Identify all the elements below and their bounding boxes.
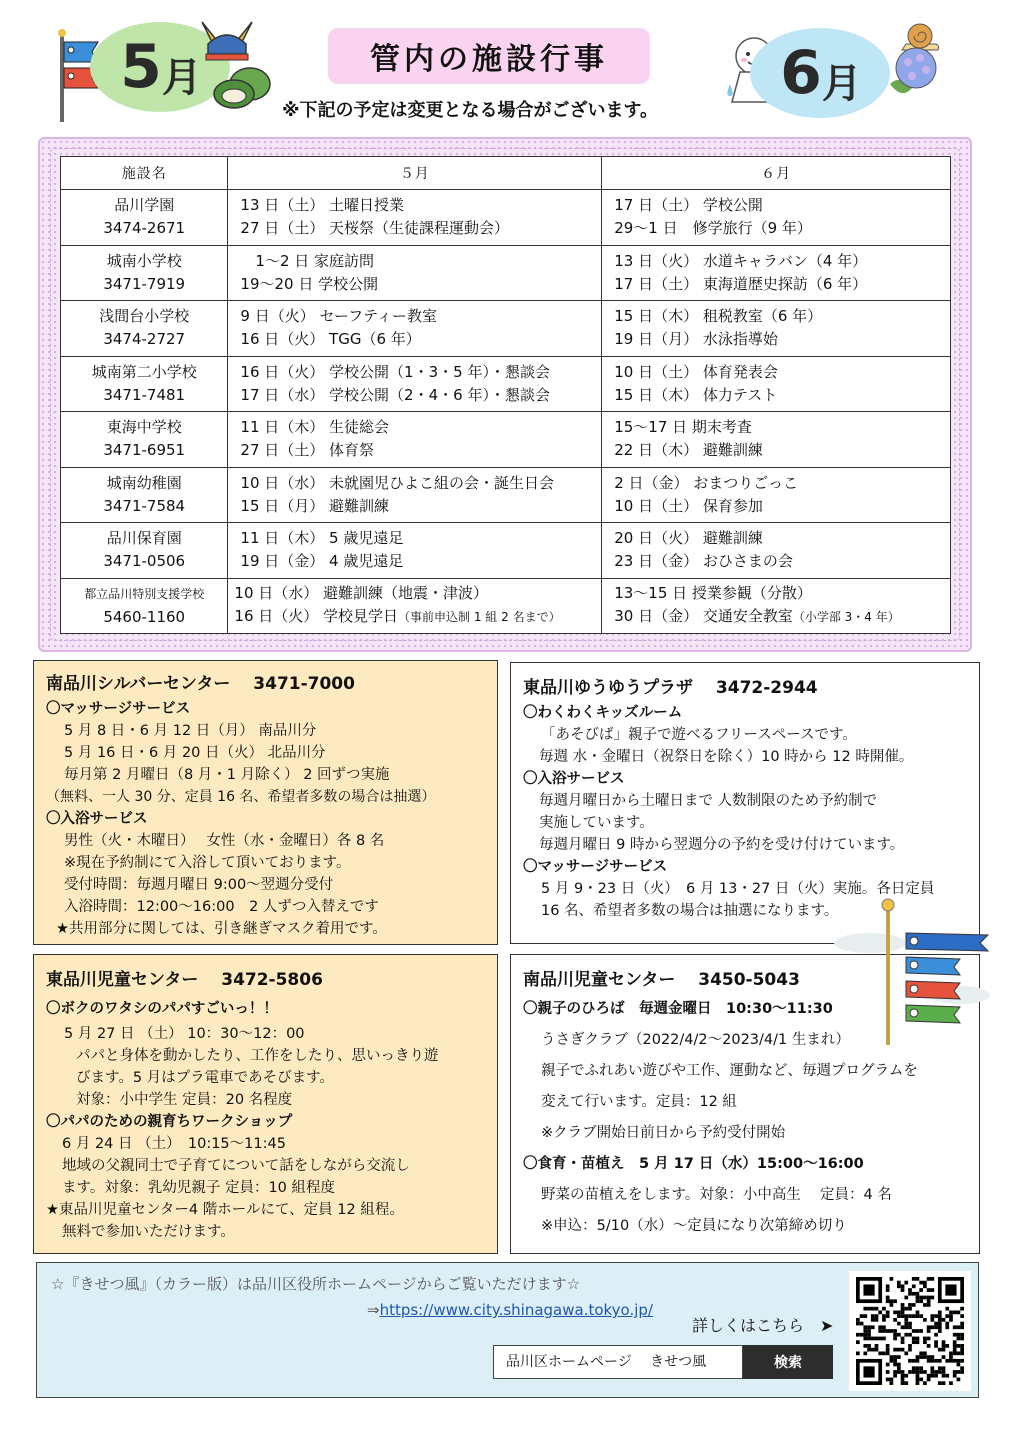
event: 9 日（火） セーフティー教室 (240, 307, 437, 326)
event-note: （事前申込制 1 組 2 名まで） (398, 610, 561, 625)
header-june: ６月 (602, 157, 951, 190)
june-events (602, 467, 951, 523)
section-heading: 〇わくわくキッズルーム (523, 705, 683, 721)
event: 27 日（土） 天桜祭（生徒課程運動会） (240, 219, 510, 238)
event: 19 日（金） 4 歳児遠足 (240, 552, 404, 571)
may-events (228, 356, 602, 412)
info-line: 地域の父親同士で子育てについて話をしながら交流し (62, 1158, 410, 1174)
june-events (602, 578, 951, 634)
section-heading: 〇パパのための親育ちワークショップ (46, 1114, 293, 1130)
info-line: 毎週 水・金曜日（祝祭日を除く）10 時から 12 時開催。 (539, 749, 914, 765)
june-badge (750, 28, 890, 118)
facility-phone: 3471-7584 (103, 496, 186, 515)
event: 10 日（土） 保育参加 (614, 496, 763, 515)
hydrangea-icon (886, 44, 946, 106)
info-line: パパと身体を動かしたり、工作をしたり、思いっきり遊 (76, 1048, 439, 1064)
kashiwa-mochi-icon (212, 62, 272, 110)
header (0, 0, 1010, 130)
arrow-icon: ⇒ (367, 1301, 380, 1319)
more-info-label: 詳しくはこちら ➤ (692, 1316, 834, 1335)
info-line: びます。5 月はプラ電車であそびます。 (76, 1070, 335, 1086)
june-events (602, 412, 951, 468)
change-notice: ※下記の予定は変更となる場合がございます。 (282, 100, 659, 121)
section-heading: 〇マッサージサービス (523, 859, 668, 875)
info-line: 親子でふれあい遊びや工作、運動など、毎週プログラムを (541, 1063, 918, 1079)
event: 29～1 日 修学旅行（9 年） (614, 219, 812, 238)
june-events (602, 301, 951, 357)
event: 11 日（木） 生徒総会 (240, 418, 390, 437)
box-title: 南品川シルバーセンター 3471-7000 (46, 674, 355, 694)
section-heading: 〇入浴サービス (523, 771, 625, 787)
june-events (602, 245, 951, 301)
info-line: 5 月 27 日 （土） 10：30～12：00 (64, 1026, 305, 1042)
header-facility: 施設名 (61, 157, 228, 190)
facility-name: 東海中学校 (106, 418, 182, 437)
page-title: 管内の施設行事 (328, 28, 650, 84)
facility-cell (61, 301, 228, 357)
box-title: 東品川ゆうゆうプラザ 3472-2944 (523, 678, 818, 698)
facility-name: 城南第二小学校 (91, 362, 197, 381)
facility-cell (61, 190, 228, 246)
box-title: 東品川児童センター 3472-5806 (46, 970, 323, 990)
table-header-row (61, 157, 951, 190)
event: 17 日（土） 東海道歴史探訪（6 年） (614, 274, 868, 293)
info-line: うさぎクラブ（2022/4/2～2023/4/1 生まれ） (541, 1032, 850, 1048)
info-line: （無料、一人 30 分、定員 16 名、希望者多数の場合は抽選） (46, 789, 436, 805)
facility-phone: 3471-0506 (103, 552, 186, 571)
footer (36, 1262, 979, 1398)
info-line: 5 月 9・23 日（火） 6 月 13・27 日（火）実施。各日定員 (541, 881, 935, 897)
info-line: ※申込：5/10（水）～定員になり次第締め切り (541, 1218, 847, 1234)
facility-phone: 3474-2671 (103, 219, 186, 238)
event: 23 日（金） おひさまの会 (614, 552, 793, 571)
homepage-link[interactable]: https://www.city.shinagawa.tokyo.jp/ (379, 1301, 653, 1319)
facility-name: 品川保育園 (106, 529, 182, 548)
june-number: 6 (780, 38, 820, 108)
facility-name: 城南小学校 (106, 251, 182, 270)
kabuto-icon (196, 14, 258, 64)
info-line: 毎月第 2 月曜日（8 月・1 月除く） 2 回ずつ実施 (64, 767, 390, 783)
footer-notice: ☆『きせつ風』（カラー版）は品川区役所ホームページからご覧いただけます☆ (51, 1275, 581, 1293)
facility-phone: 3474-2727 (103, 330, 186, 349)
qr-code-icon[interactable] (849, 1271, 971, 1391)
info-line: 16 名、希望者多数の場合は抽選になります。 (541, 903, 839, 919)
event: 13 日（火） 水道キャラバン（4 年） (614, 251, 868, 270)
facility-name: 都立品川特別支援学校 (84, 586, 205, 601)
section-heading: 〇入浴サービス (46, 811, 148, 827)
info-line: ★東品川児童センター4 階ホールにて、定員 12 組程。 (46, 1202, 404, 1218)
event: 10 日（土） 体育発表会 (614, 362, 778, 381)
event: 17 日（水） 学校公開（2・4・6 年）・懇談会 (240, 385, 550, 404)
table-row (61, 356, 951, 412)
table-row (61, 467, 951, 523)
event: 27 日（土） 体育祭 (240, 441, 375, 460)
facility-cell (61, 356, 228, 412)
info-line: 5 月 16 日・6 月 20 日（火） 北品川分 (64, 745, 326, 761)
event: 16 日（火） 学校見学日 (234, 607, 399, 626)
info-line: ます。対象：乳幼児親子 定員：10 組程度 (62, 1180, 336, 1196)
info-line: 変えて行います。定員：12 組 (541, 1094, 737, 1110)
table-row (61, 245, 951, 301)
info-line: 野菜の苗植えをします。対象：小中高生 定員：4 名 (541, 1187, 892, 1203)
event: 16 日（火） TGG（6 年） (240, 330, 421, 349)
may-unit: 月 (161, 54, 200, 101)
june-events (602, 190, 951, 246)
event: 15 日（月） 避難訓練 (240, 496, 390, 515)
june-events (602, 356, 951, 412)
info-line: 5 月 8 日・6 月 12 日（月） 南品川分 (64, 723, 317, 739)
event: 13 日（土） 土曜日授業 (240, 196, 405, 215)
search-box (493, 1345, 833, 1379)
box-title: 南品川児童センター 3450-5043 (523, 970, 800, 990)
section-heading: 〇食育・苗植え 5 月 17 日（水）15:00～16:00 (523, 1156, 864, 1172)
event-note: （小学部 3・4 年） (792, 610, 900, 625)
section-heading: 〇マッサージサービス (46, 701, 191, 717)
event: 15～17 日 期末考査 (614, 418, 752, 437)
search-input[interactable]: 品川区ホームページ きせつ風 (493, 1345, 743, 1379)
koinobori-icon (830, 895, 992, 1045)
may-events (228, 412, 602, 468)
may-number: 5 (120, 32, 160, 102)
facility-phone: 5460-1160 (103, 607, 186, 626)
table-row (61, 301, 951, 357)
table-row (61, 578, 951, 634)
info-line: ※現在予約制にて入浴して頂いております。 (64, 855, 351, 871)
event: 19 日（月） 水泳指導始 (614, 330, 778, 349)
info-line: 受付時間：毎週月曜日 9:00～翌週分受付 (64, 877, 334, 893)
search-button[interactable]: 検索 (743, 1345, 833, 1379)
facility-phone: 3471-7481 (103, 385, 186, 404)
info-line: 毎週月曜日から土曜日まで 人数制限のため予約制で (539, 793, 878, 809)
info-line: 「あそびば」親子で遊べるフリースペースです。 (541, 727, 857, 743)
info-line: 無料で参加いただけます。 (62, 1224, 235, 1240)
event: 16 日（火） 学校公開（1・3・5 年）・懇談会 (240, 362, 550, 381)
section-heading: 〇親子のひろば 毎週金曜日 10:30～11:30 (523, 1001, 833, 1017)
event: 15 日（木） 租税教室（6 年） (614, 307, 823, 326)
info-line: 毎週月曜日 9 時から翌週分の予約を受け付けています。 (539, 837, 905, 853)
info-line: 対象：小中学生 定員：20 名程度 (76, 1092, 293, 1108)
table-row (61, 412, 951, 468)
may-events (228, 578, 602, 634)
info-line: 実施しています。 (539, 815, 654, 831)
facility-name: 品川学園 (114, 196, 175, 215)
higashi-children-center-box (33, 954, 498, 1254)
event: 17 日（土） 学校公開 (614, 196, 763, 215)
footer-url-line (367, 1301, 653, 1319)
info-line: ★共用部分に関しては、引き継ぎマスク着用です。 (56, 921, 387, 937)
facility-cell (61, 523, 228, 579)
june-events (602, 523, 951, 579)
event: 13～15 日 授業参観（分散） (614, 584, 812, 603)
facility-name: 浅間台小学校 (99, 307, 190, 326)
may-events (228, 245, 602, 301)
june-unit: 月 (821, 60, 860, 107)
may-events (228, 190, 602, 246)
may-events (228, 523, 602, 579)
event: 22 日（木） 避難訓練 (614, 441, 763, 460)
event: 19～20 日 学校公開 (240, 274, 379, 293)
facility-phone: 3471-7919 (103, 274, 186, 293)
info-line: 6 月 24 日 （土） 10:15～11:45 (62, 1136, 286, 1152)
table-row (61, 523, 951, 579)
header-may: ５月 (228, 157, 602, 190)
info-line: ※クラブ開始日前日から予約受付開始 (541, 1125, 786, 1141)
event: 10 日（水） 未就園児ひよこ組の会・誕生日会 (240, 473, 555, 492)
event: 15 日（木） 体力テスト (614, 385, 778, 404)
facility-cell (61, 412, 228, 468)
facility-cell (61, 578, 228, 634)
event: 11 日（木） 5 歳児遠足 (240, 529, 404, 548)
qr-code-graphic (855, 1277, 965, 1385)
facility-cell (61, 467, 228, 523)
may-events (228, 301, 602, 357)
event: 2 日（金） おまつりごっこ (614, 473, 798, 492)
table-row (61, 190, 951, 246)
info-line: 入浴時間：12:00～16:00 2 人ずつ入替えです (64, 899, 379, 915)
event: 30 日（金） 交通安全教室 (614, 607, 793, 626)
facility-schedule-table (60, 156, 951, 634)
event: 20 日（火） 避難訓練 (614, 529, 763, 548)
may-events (228, 467, 602, 523)
facility-phone: 3471-6951 (103, 441, 186, 460)
facility-name: 城南幼稚園 (106, 473, 182, 492)
event: 10 日（水） 避難訓練（地震・津波） (234, 584, 489, 603)
silver-center-box (33, 660, 498, 945)
info-line: 男性（火・木曜日） 女性（水・金曜日）各 8 名 (64, 833, 385, 849)
section-heading: 〇ボクのワタシのパパすごいっ！！ (46, 1001, 278, 1017)
facility-cell (61, 245, 228, 301)
event: 1～2 日 家庭訪問 (240, 251, 375, 270)
